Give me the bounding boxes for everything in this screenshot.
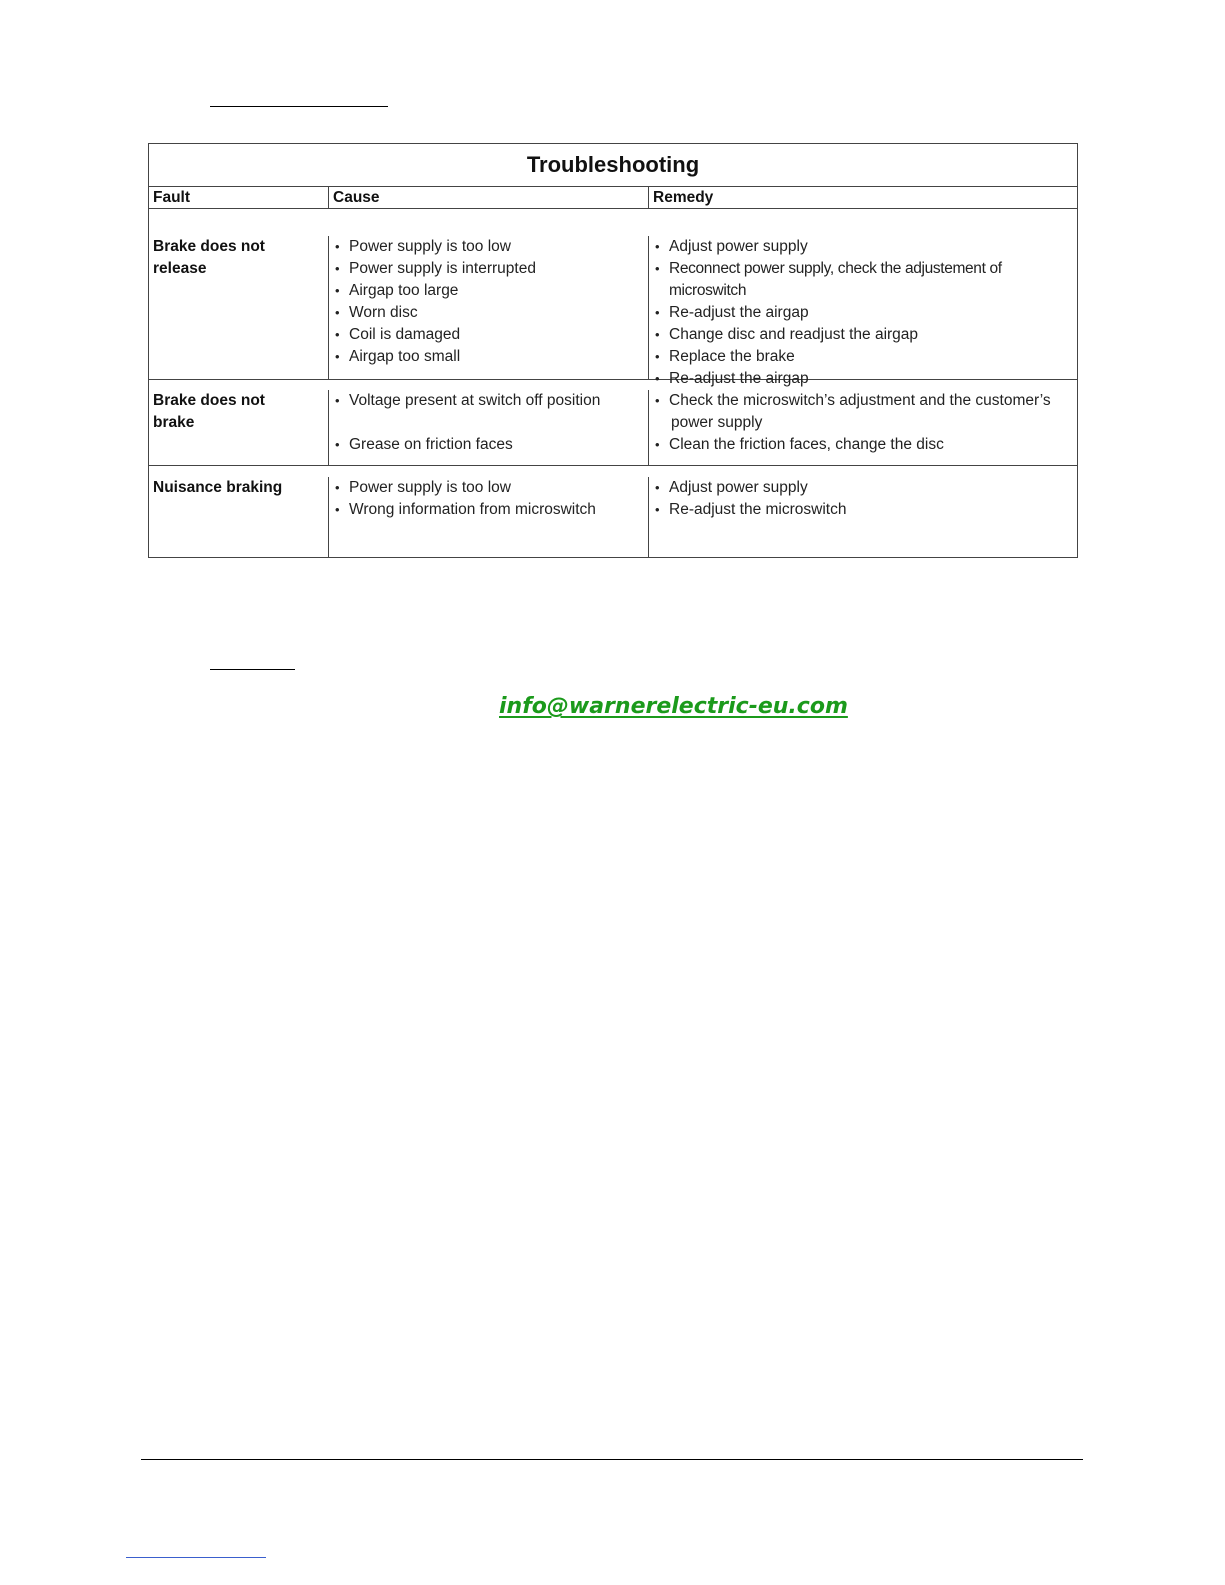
footer-divider <box>141 1459 1083 1460</box>
remedy-cell <box>649 477 1077 558</box>
table-row <box>149 466 1077 558</box>
list-item: • Voltage present at switch off position <box>333 390 644 412</box>
list-item: • Power supply is interrupted <box>333 258 644 280</box>
list-item: • Worn disc <box>333 302 644 324</box>
list-item: • Adjust power supply <box>653 236 1073 258</box>
list-item: • Power supply is too low <box>333 477 644 499</box>
list-item: • Grease on friction faces <box>333 434 644 456</box>
list-item: • Re-adjust the airgap <box>653 368 1073 390</box>
cause-cell <box>329 477 649 558</box>
table-title: Troubleshooting <box>149 144 1077 187</box>
table-row <box>149 209 1077 387</box>
table-row <box>149 380 1077 466</box>
list-item: • Airgap too large <box>333 280 644 302</box>
section-heading-underline <box>210 106 388 107</box>
list-item: • Adjust power supply <box>653 477 1073 499</box>
footer-link-underline[interactable] <box>126 1557 266 1558</box>
list-item: • Re-adjust the airgap <box>653 302 1073 324</box>
header-cause: Cause <box>329 187 649 208</box>
list-item: • Wrong information from microswitch <box>333 499 644 521</box>
header-remedy: Remedy <box>653 189 714 206</box>
remedy-cell <box>649 236 1077 387</box>
list-item: • Coil is damaged <box>333 324 644 346</box>
section-heading-underline <box>210 669 295 670</box>
contact-email-link[interactable]: info@warnerelectric-eu.com <box>499 694 848 719</box>
troubleshooting-table <box>148 143 1078 558</box>
list-item: • Change disc and readjust the airgap <box>653 324 1073 346</box>
list-item: • Clean the friction faces, change the disc <box>653 434 1073 456</box>
list-item: • Airgap too small <box>333 346 644 368</box>
cause-cell <box>329 390 649 465</box>
fault-cell: Nuisance braking <box>149 477 329 558</box>
remedy-cell <box>649 390 1077 465</box>
list-item: • Power supply is too low <box>333 236 644 258</box>
list-item: • Replace the brake <box>653 346 1073 368</box>
fault-cell: Brake does not brake <box>149 390 329 465</box>
list-item: • Re-adjust the microswitch <box>653 499 1073 521</box>
header-fault: Fault <box>149 187 329 208</box>
list-item: • Check the microswitch’s adjustment and the customer’s power supply <box>653 390 1073 434</box>
cause-cell <box>329 236 649 379</box>
table-header-row <box>149 187 1077 209</box>
fault-cell: Brake does not release <box>149 236 329 379</box>
list-item: • Reconnect power supply, check the adjustement of microswitch <box>653 258 1073 302</box>
